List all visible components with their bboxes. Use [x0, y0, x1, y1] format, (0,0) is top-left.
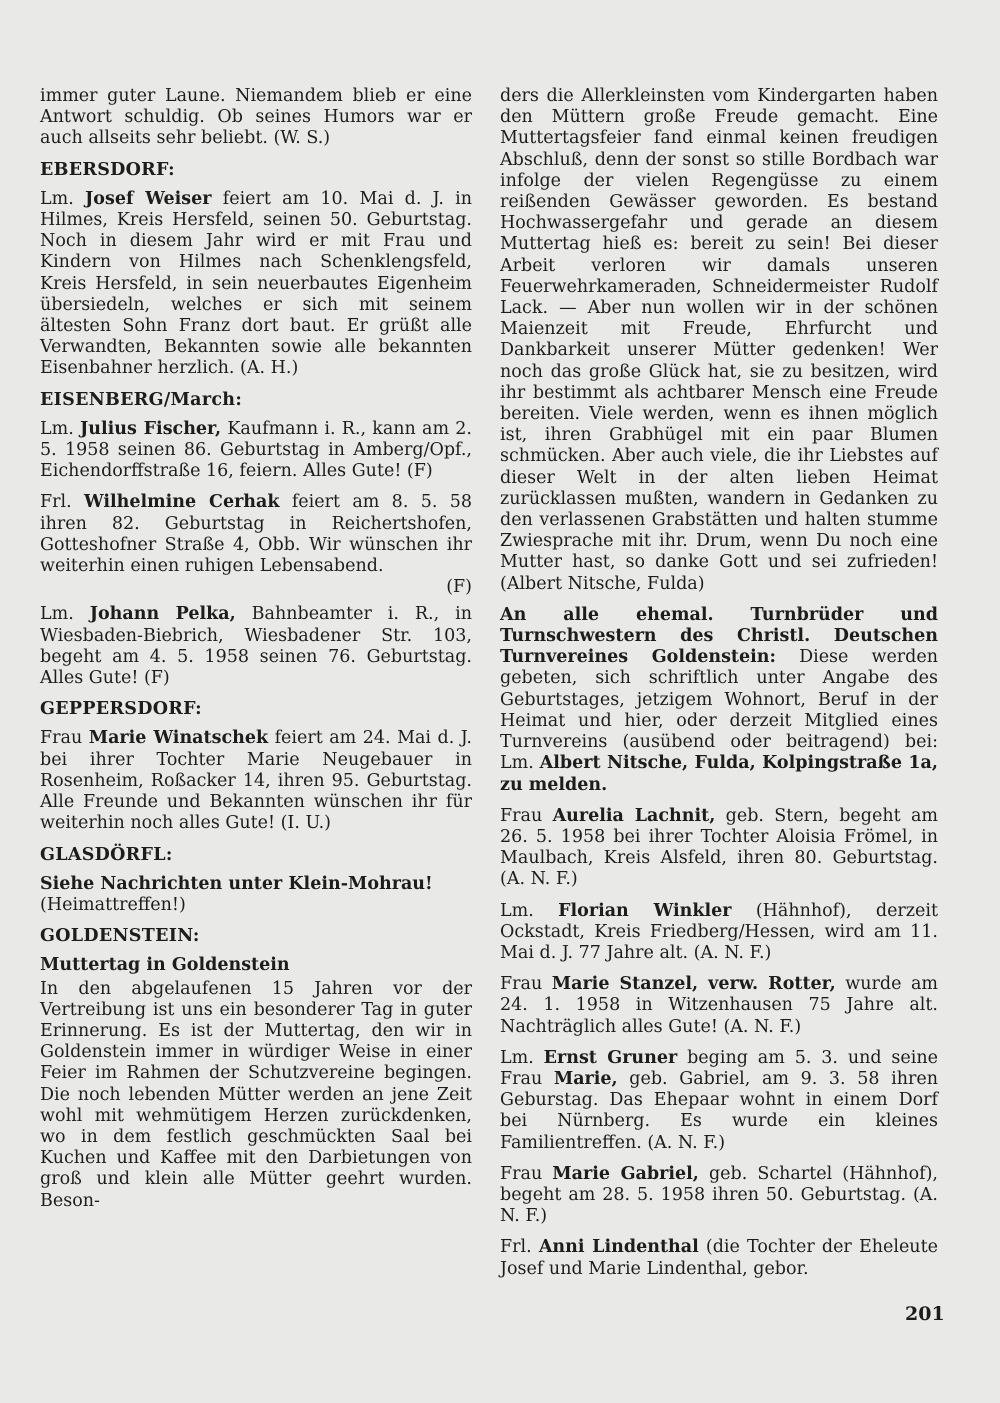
person-name: Marie Stanzel, verw. Rotter,: [551, 974, 836, 995]
entry-paragraph: Lm. Johann Pelka, Bahnbeamter i. R., in Wiesbaden-Biebrich, Wiesbadener Str. 103, begeht am 4. 5. 1958 seinen 76. Geburtstag. Alles Gute! (F): [40, 604, 472, 689]
section-heading-geppersdorf: GEPPERSDORF:: [40, 699, 202, 720]
article-subheading: Muttertag in Goldenstein: [40, 955, 290, 976]
entry-paragraph: Frau Aurelia Lachnit, geb. Stern, begeht am 26. 5. 1958 bei ihrer Tochter Aloisia Frömel, in Maulbach, Kreis Alsfeld, ihren 80. Geburtstag. (A. N. F.): [500, 805, 938, 890]
person-name: Wilhelmine Cerhak: [84, 492, 280, 513]
section-heading-glasdoerfl: GLASDÖRFL:: [40, 844, 173, 865]
person-name: Anni Lindenthal: [538, 1237, 699, 1258]
page-number: 201: [905, 1303, 945, 1325]
person-name: Marie Gabriel,: [552, 1163, 699, 1184]
intro-paragraph: immer guter Laune. Niemandem blieb er eine Antwort schuldig. Ob seines Humors war er auch allseits sehr beliebt. (W. S.): [40, 86, 472, 149]
person-name: Johann Pelka,: [89, 604, 236, 625]
notice-bold: An alle ehemal. Turnbrüder und Turnschwestern des Christl. Deutschen Turnvereines Goldenstein:: [500, 604, 938, 668]
entry-paragraph: Lm. Julius Fischer, Kaufmann i. R., kann am 2. 5. 1958 seinen 86. Geburtstag in Amberg/Opf., Eichendorffstraße 16, feiern. Alles Gute! (F): [40, 418, 472, 482]
article-continuation: ders die Allerkleinsten vom Kindergarten haben den Müttern große Freude gemacht. Eine Muttertagsfeier fand einmal keinen freudigen Abschluß, denn der sonst so stille Bordbach war infolge der vielen Regengüsse zu einem reißenden Gewässer geworden. Es bestand Hochwassergefahr und gerade an diesem Muttertag hieß es: bereit zu sein! Bei dieser Arbeit verloren wir damals unseren Feuerwehrkameraden, Schneidermeister Rudolf Lack. — Aber nun wollen wir in der schönen Maienzeit mit Freude, Ehrfurcht und Dankbarkeit unserer Mütter gedenken! Wer noch das große Glück hat, sie zu besitzen, wird ihr bestimmt als achtbarer Mensch eine Freude bereiten. Viele werden, wenn es ihnen möglich ist, ihren Grabhügel mit ein paar Blumen schmücken. Aber auch viele, die ihr Liebstes auf dieser Welt in der alten lieben Heimat zurücklassen mußten, wandern in Gedanken zu den verlassenen Grabstätten und halten stumme Zwiesprache mit ihr. Drum, wenn Du noch eine Mutter hast, so danke Gott und sei zufrieden! (Albert Nitsche, Fulda): [500, 86, 938, 594]
person-name: Aurelia Lachnit,: [552, 805, 716, 826]
person-name: Julius Fischer,: [80, 418, 222, 439]
right-column: [500, 86, 938, 1290]
entry-paragraph: Frau Marie Winatschek feiert am 24. Mai d. J. bei ihrer Tochter Marie Neugebauer in Rosenheim, Roßacker 14, ihren 95. Geburtstag. Alle Freunde und Bekannten wünschen ihr für weiterhin noch alles Gute! (I. U.): [40, 728, 472, 834]
person-name: Ernst Gruner: [543, 1047, 678, 1068]
person-name: Josef Weiser: [85, 188, 212, 209]
entry-paragraph: Lm. Florian Winkler (Hähnhof), derzeit Ockstadt, Kreis Friedberg/Hessen, wird am 11. Mai d. J. 77 Jahre alt. (A. N. F.): [500, 900, 938, 963]
person-name: Marie,: [553, 1068, 618, 1089]
entry-paragraph: Frl. Anni Lindenthal (die Tochter der Eheleute Josef und Marie Lindenthal, gebor.: [500, 1237, 938, 1279]
section-heading-eisenberg: EISENBERG/March:: [40, 389, 243, 410]
entry-paragraph: Lm. Josef Weiser feiert am 10. Mai d. J. in Hilmes, Kreis Hersfeld, seinen 50. Geburtstag. Noch in diesem Jahr wird er mit Frau und Kindern von Hilmes nach Schenklengsfeld, Kreis Hersfeld, in sein neuerbautes Eigenheim übersiedeln, welches er sich mit seinem ältesten Sohn Franz dort baut. Er grüßt alle Verwandten, Bekannten sowie alle bekannten Eisenbahner herzlich. (A. H.): [40, 188, 472, 379]
entry-paragraph: Siehe Nachrichten unter Klein-Mohrau! (Heimattreffen!): [40, 873, 433, 915]
signature: (F): [446, 577, 472, 598]
left-column: [40, 86, 472, 1222]
contact-address: Albert Nitsche, Fulda, Kolpingstraße 1a,: [539, 753, 938, 774]
person-name: Florian Winkler: [558, 900, 732, 921]
notice-paragraph: An alle ehemal. Turnbrüder und Turnschwestern des Christl. Deutschen Turnvereines Goldenstein: Diese werden gebeten, sich schriftlich unter Angabe des Geburtstages, jetzigem Wohnort, Beruf in der Heimat und hier, oder derzeit Mitglied eines Turnvereins (ausübend oder beitragend) bei: Lm. Albert Nitsche, Fulda, Kolpingstraße 1a, zu melden.: [500, 604, 938, 795]
notice-bold: Siehe Nachrichten unter Klein-Mohrau!: [40, 873, 433, 894]
person-name: Marie Winatschek: [88, 728, 269, 749]
section-heading-ebersdorf: EBERSDORF:: [40, 159, 175, 180]
entry-paragraph: Lm. Ernst Gruner beging am 5. 3. und seine Frau Marie, geb. Gabriel, am 9. 3. 58 ihren Geburstag. Das Ehepaar wohnt in einem Dorf bei Nürnberg. Es wurde ein kleines Familientreffen. (A. N. F.): [500, 1047, 938, 1153]
entry-paragraph: Frau Marie Gabriel, geb. Schartel (Hähnhof), begeht am 28. 5. 1958 ihren 50. Geburtstag. (A. N. F.): [500, 1163, 938, 1227]
section-heading-goldenstein: GOLDENSTEIN:: [40, 926, 200, 947]
entry-paragraph: Frau Marie Stanzel, verw. Rotter, wurde am 24. 1. 1958 in Witzenhausen 75 Jahre alt. Nachträglich alles Gute! (A. N. F.): [500, 974, 938, 1037]
entry-paragraph: Frl. Wilhelmine Cerhak feiert am 8. 5. 58 ihren 82. Geburtstag in Reichertshofen, Gotteshofner Straße 4, Obb. Wir wünschen ihr weiterhin einen ruhigen Lebensabend. (F): [40, 492, 472, 598]
article-paragraph: In den abgelaufenen 15 Jahren vor der Vertreibung ist uns ein besonderer Tag in guter Erinnerung. Es ist der Muttertag, den wir in Goldenstein immer in würdiger Weise in einer Feier im Rahmen der Schutzvereine begingen. Die noch lebenden Mütter werden an jene Zeit wohl mit wehmütigem Herzen zurückdenken, wo in dem festlich geschmückten Saal bei Kuchen und Kaffee mit den Darbietungen von groß und klein alle Mütter geehrt wurden. Beson-: [40, 978, 472, 1211]
